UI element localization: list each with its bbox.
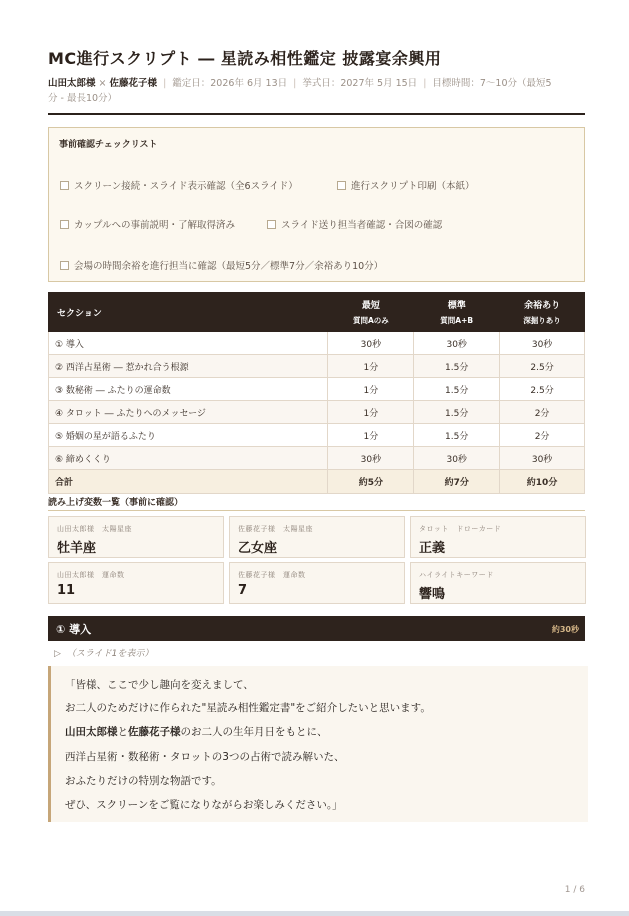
quote-line: 「皆様、ここで少し趣向を変えまして、 [65,679,254,691]
total-short: 約5分 [328,470,414,494]
viewer-bottom-bar [0,911,629,916]
section-title: ① 導入 [56,623,92,636]
variable-card [229,562,405,604]
timing-table [48,292,585,494]
table-row [49,378,585,401]
quote-line: お二人のためだけに作られた"星読み相性鑑定書"をご紹介したいと思います。 [65,702,431,714]
row-long: 2分 [500,401,585,424]
page-title: MC進行スクリプト ― 星読み相性鑑定 披露宴余興用 [48,49,442,68]
row-short: 30秒 [328,447,414,470]
target-time: 目標時間：7〜10分（最短5 [432,78,552,89]
title-rule [48,113,585,115]
checklist-item[interactable]: 会場の時間余裕を進行担当に確認（最短5分／標準7分／余裕あり10分） [60,258,383,272]
separator: | [293,78,297,89]
row-long: 2.5分 [500,378,585,401]
table-row [49,355,585,378]
groom-name: 山田太郎様 [48,78,96,89]
row-standard: 1.5分 [414,401,500,424]
section-duration: 約30秒 [551,625,579,634]
script-quote [48,666,588,822]
table-row [49,332,585,355]
table-row [49,424,585,447]
row-standard: 1.5分 [414,355,500,378]
total-row [49,470,585,494]
variable-value: 正義 [419,541,446,556]
wedding-date: 挙式日：2027年 5月 15日 [302,78,418,89]
times-sign: × [98,78,107,89]
variable-value: 響鳴 [419,587,446,602]
header-section: セクション [49,293,328,332]
row-section: ④ タロット ― ふたりへのメッセージ [49,401,328,424]
variable-card [48,516,224,558]
variable-label: 山田太郎様 太陽星座 [57,525,132,533]
variable-label: 佐藤花子様 運命数 [238,571,306,579]
quote-line: ぜひ、スクリーンをご覧になりながらお楽しみください。」 [65,799,343,811]
header-short: 最短 質問Aのみ [328,293,414,332]
row-long: 2分 [500,424,585,447]
row-section: ② 西洋占星術 ― 惹かれ合う根源 [49,355,328,378]
total-standard: 約7分 [414,470,500,494]
row-section: ⑤ 婚姻の星が語るふたり [49,424,328,447]
quote-line: 山田太郎様と佐藤花子様のお二人の生年月日をもとに、 [65,726,328,738]
checklist-item[interactable]: スライド送り担当者確認・合図の確認 [267,217,442,231]
play-icon: ▷ [54,649,61,659]
row-short: 30秒 [328,332,414,355]
row-standard: 30秒 [414,332,500,355]
meta-line [48,76,585,106]
variable-label: ハイライトキーワード [419,571,494,579]
pre-check-checklist [48,127,585,282]
checklist-item[interactable]: スクリーン接続・スライド表示確認（全6スライド） [60,178,298,192]
row-standard: 1.5分 [414,378,500,401]
total-long: 約10分 [500,470,585,494]
table-header-row [49,293,585,332]
checkbox-icon[interactable] [60,181,69,190]
row-standard: 1.5分 [414,424,500,447]
checkbox-icon[interactable] [60,220,69,229]
separator: | [163,78,167,89]
total-label: 合計 [49,470,328,494]
variable-value: 11 [57,583,76,598]
slide-note: ▷ （スライド1を表示） [54,649,154,659]
row-standard: 30秒 [414,447,500,470]
row-short: 1分 [328,378,414,401]
checklist-item[interactable]: 進行スクリプト印刷（本紙） [337,178,475,192]
header-standard: 標準 質問A+B [414,293,500,332]
header-long: 余裕あり 深掘りあり [500,293,585,332]
row-short: 1分 [328,355,414,378]
checklist-item[interactable]: カップルへの事前説明・了解取得済み [60,217,235,231]
section-header [48,616,585,641]
separator: | [423,78,427,89]
row-short: 1分 [328,424,414,447]
row-long: 2.5分 [500,355,585,378]
variable-label: タロット ドローカード [419,525,502,533]
checklist-title: 事前確認チェックリスト [59,140,158,150]
quote-line: おふたりだけの特別な物語です。 [65,775,222,787]
row-short: 1分 [328,401,414,424]
row-long: 30秒 [500,332,585,355]
quote-line: 西洋占星術・数秘術・タロットの3つの占術で読み解いた、 [65,751,345,763]
variable-value: 7 [238,583,248,598]
variables-rule [48,510,585,511]
variable-label: 佐藤花子様 太陽星座 [238,525,313,533]
table-row [49,401,585,424]
variable-card [48,562,224,604]
row-section: ③ 数秘術 ― ふたりの運命数 [49,378,328,401]
variable-card [229,516,405,558]
table-row [49,447,585,470]
reading-date: 鑑定日：2026年 6月 13日 [172,78,288,89]
target-time-cont: 分 - 最長10分） [48,93,118,104]
variable-card [410,562,586,604]
row-long: 30秒 [500,447,585,470]
variable-value: 乙女座 [238,541,278,556]
row-section: ⑥ 締めくくり [49,447,328,470]
checkbox-icon[interactable] [60,261,69,270]
variable-card [410,516,586,558]
variable-label: 山田太郎様 運命数 [57,571,125,579]
checkbox-icon[interactable] [337,181,346,190]
checkbox-icon[interactable] [267,220,276,229]
row-section: ① 導入 [49,332,328,355]
variable-value: 牡羊座 [57,541,97,556]
variables-title: 読み上げ変数一覧（事前に確認） [48,498,184,508]
bride-name: 佐藤花子様 [109,78,158,89]
page-number: 1 / 6 [564,885,585,895]
